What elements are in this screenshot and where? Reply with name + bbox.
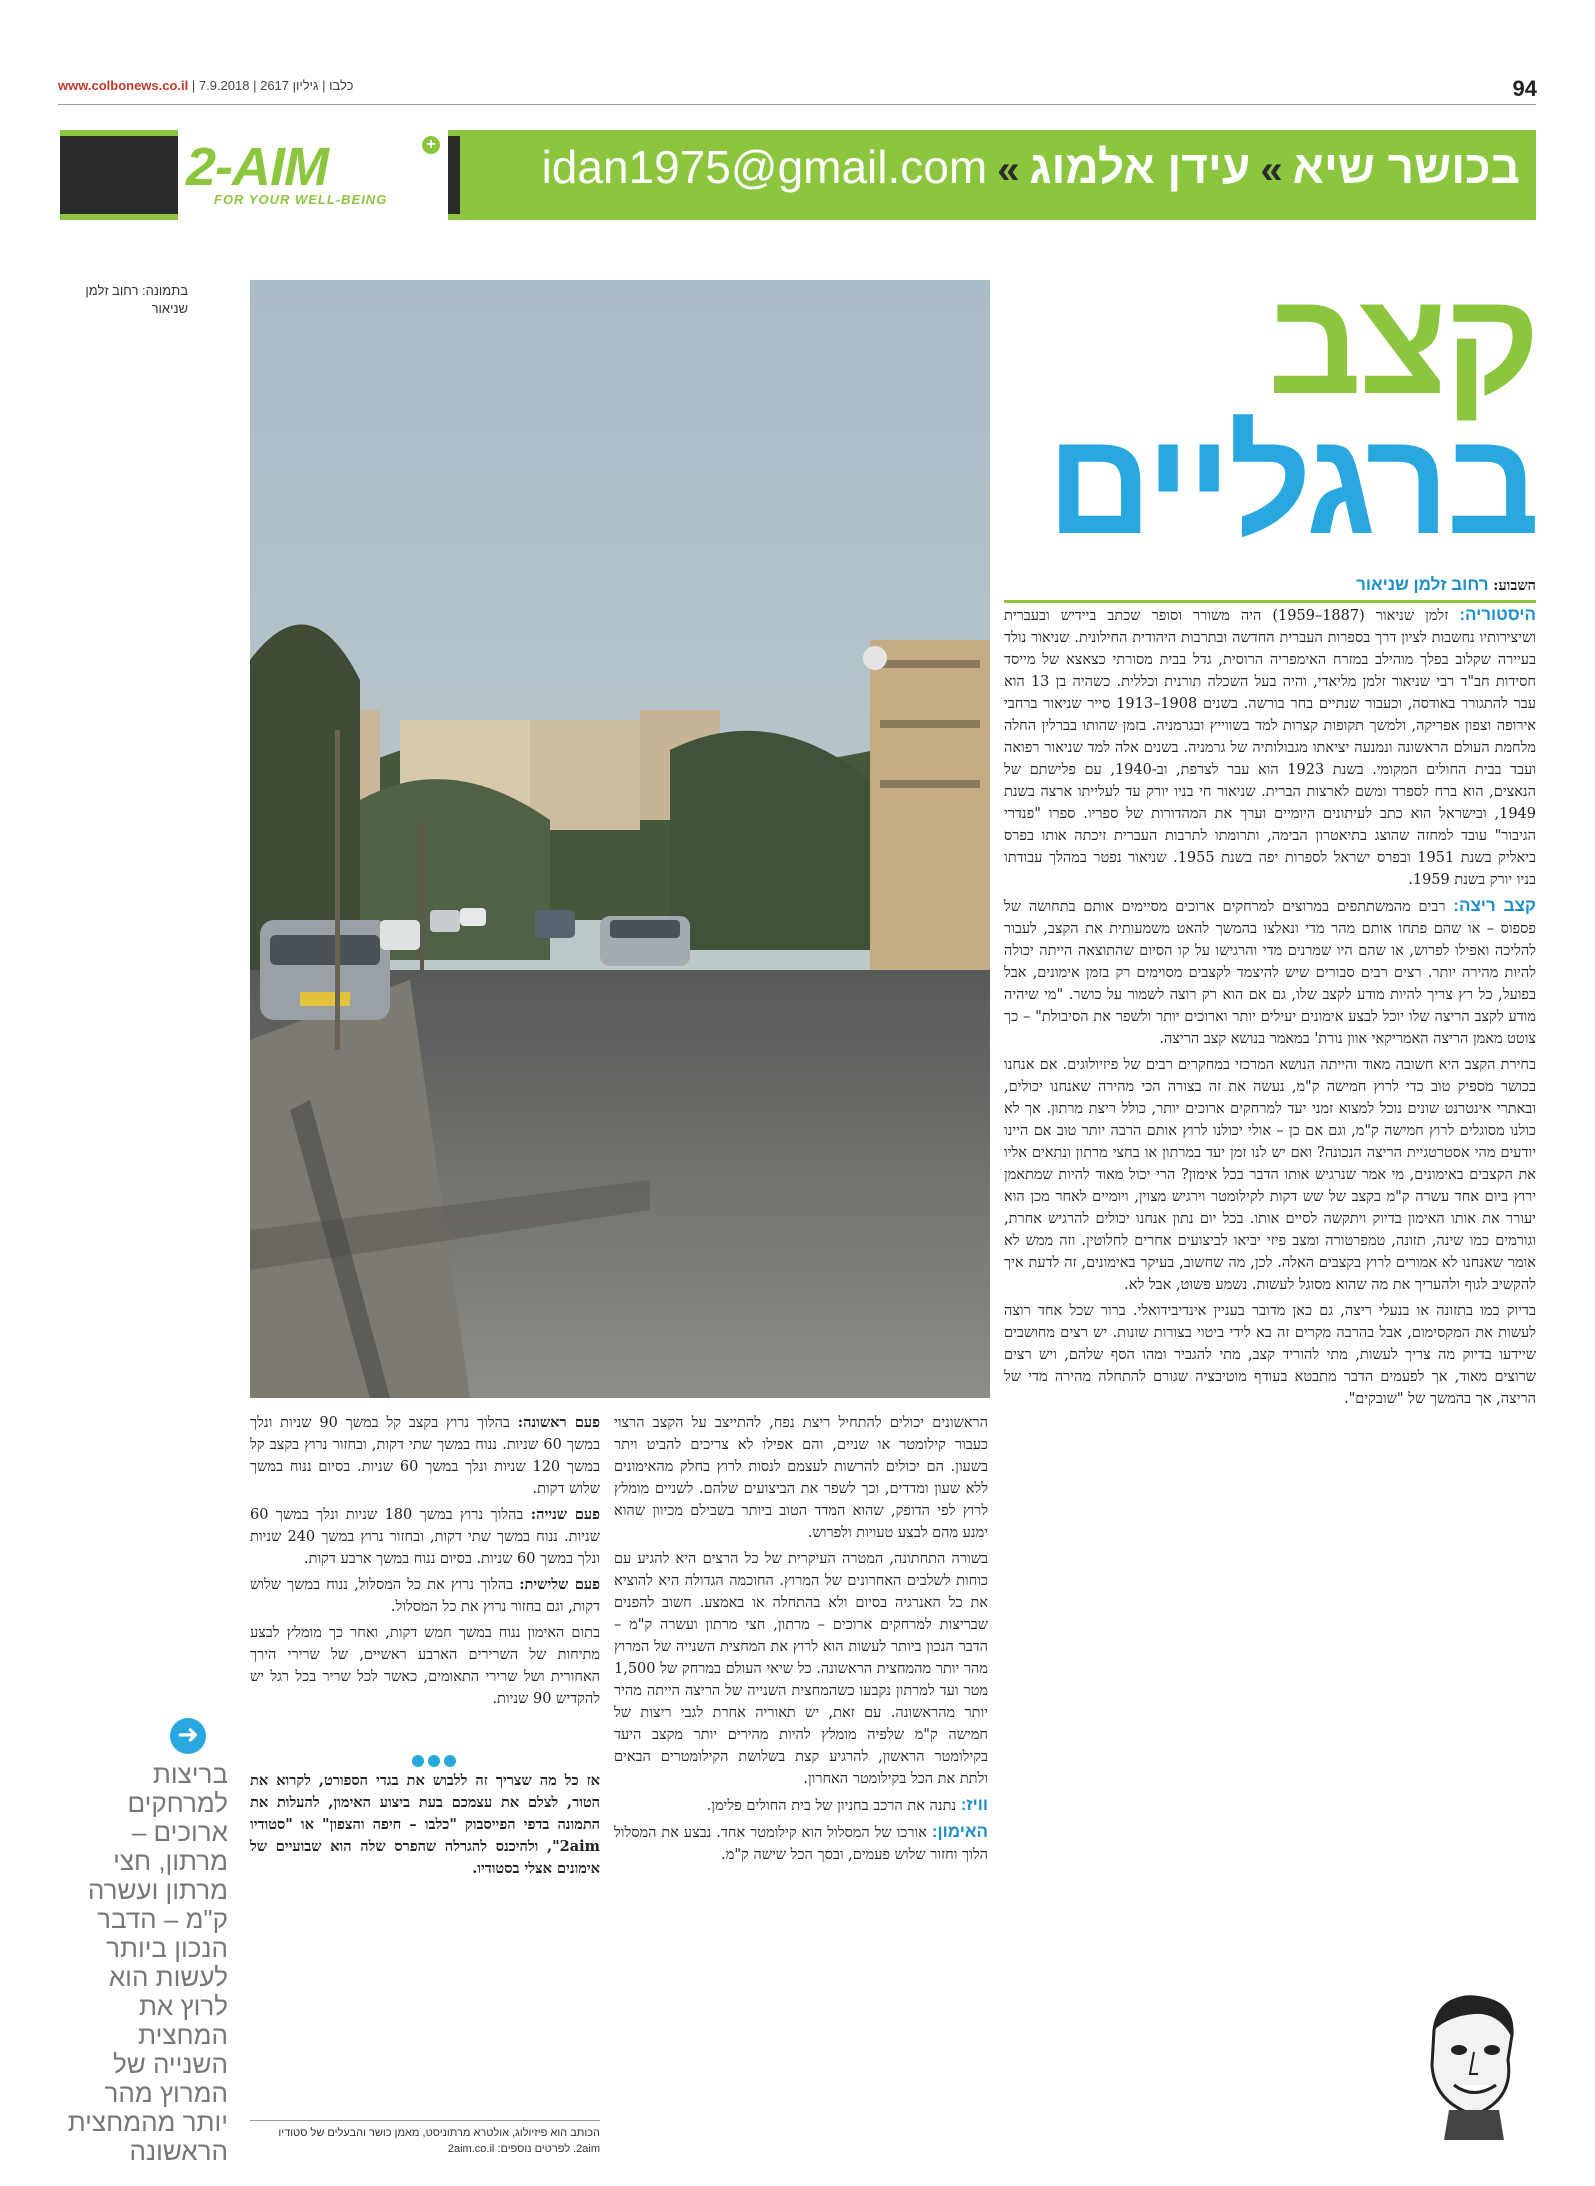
chevron-icon: »	[1260, 148, 1283, 192]
trainer-paragraph	[614, 1821, 988, 1866]
paragraph-5: בשורה התחתונה, המטרה העיקרית של כל הרצים היא להגיע עם כוחות לשלבים האחרונים של המרוץ. החוכמה הגדולה היא להוציא את כל האנרגיה בסיום ולא בהתחלה או באמצע. חשוב להפנים שבריצות למרחקים ארוכים – מרתון, חצי מרתון ועשרה ק"מ – הדבר הנכון ביותר לעשות הוא לרוץ את המחצית השנייה של המרוץ מהר יותר מהמחצית הראשונה. כל שיאי העולם במרחק של 1,500 מטר ועד למרתון נקבעו כשהמחצית השנייה של הריצה הייתה מהיר יותר מהראשונה. עם זאת, יש תאוריה אחרת לגבי ריצות של חמישה ק"מ שלפיה מומלץ להיות מהירים יותר מקצב היעד בקילומטר הראשון, להרגיע קצת בשלושת הקילומטרים הבאים ולתת את הכל בקילומטר האחרון.	[614, 1551, 988, 1787]
article-kicker	[1004, 574, 1536, 603]
trainer-text: אורכו של המסלול הוא קילומטר אחד. נבצע את המסלול הלוך וחזור שלוש פעמים, ובסך הכל שישה ק"מ.	[614, 1825, 988, 1863]
step-1-text: בהלוך נרוץ בקצב קל במשך 90 שניות ונלך במשך 60 שניות. ננוח במשך שתי דקות, ובחזור נרוץ בקצב קל במשך 120 שניות ונלך במשך 60 שניות. בסיום ננוח במשך שלוש דקות.	[250, 1415, 600, 1497]
closing-paragraph: אז כל מה שצריך זה ללבוש את בגדי הספורט, לקרוא את הטור, לצלם את עצמכם בעת ביצוע האימון, להעלות את התמונה בדפי הפייסבוק "כלבו – חיפה והצפון" או "סטודיו 2aim", ולהיכנס להגרלה שהפרס שלה הוא שבועיים של אימונים אצלי בסטודיו.	[250, 1772, 600, 1877]
pace-text: רבים מהמשתתפים במרוצים למרחקים ארוכים מסיימים אותם בתחושה של פספוס – או שהם פתחו אותם מהר מדי ונאלצו בהמשך להאט משמעותית את הקצב, לעבור להליכה ואפילו לפרוש, או שהם היו שמרנים מדי והרגישו על קו הסיום שהתוצאה הייתה יכולה להיות מהירה יותר. רצים רבים סבורים שיש להיצמד לקצבים מסוימים רק בזמן אימונים, אבל בפועל, כל רץ צריך להיות מודע לקצב שלו, גם אם הוא רק רוצה לשמור על כושר. "מי שיהיה מודע לקצב הריצה שלו יוכל לבצע אימונים יעילים יותר וארוכים יותר ולשפר את הסיבולת" – כך צוטט מאמן הריצה האמריקאי אוון נורת' במאמר בנושא קצב הריצה.	[1004, 899, 1536, 1047]
route-label: וויז:	[960, 1795, 988, 1814]
headline	[1046, 261, 1537, 564]
banner-title	[542, 140, 1520, 194]
history-label: היסטוריה:	[1459, 605, 1537, 624]
street-photo	[250, 280, 990, 1398]
article-column-middle	[614, 1412, 988, 1870]
paragraph-3: בדיוק כמו בתזונה או בנעלי ריצה, גם כאן מדובר בעניין אינדיבידואלי. ברור שכל אחד רוצה לעשות את המקסימום, אבל בהרבה מקרים זה בא לידי ביטוי בצורות שונות. יש רצים מחושבים שיידעו בדיוק מה צריך לעשות, מתי להוריד קצב, מתי להגביר ומהו הסף שלהם, ויש רצים שרוצים מאוד, אך לפעמים הדבר מתבטא בעודף מוטיבציה שגורם להתחלה מהירה מדי של הריצה, אך בהמשך של "שובקים".	[1004, 1303, 1536, 1407]
headline-line1: קצב	[1268, 261, 1537, 424]
step-3-text: בהלוך נרוץ את כל המסלול, ננוח במשך שלוש דקות, וגם בחזור נרוץ את כל המסלול.	[250, 1577, 600, 1615]
article-column-right	[1004, 604, 1536, 1414]
dot-icon	[444, 1755, 456, 1767]
arrow-right-icon: ➜	[170, 1718, 206, 1754]
kicker-value: רחוב זלמן שניאור	[1356, 575, 1489, 594]
kicker-label: השבוע:	[1493, 577, 1536, 594]
paragraph-4: הראשונים יכולים להתחיל ריצת נפח, להתייצב על הקצב הרצוי כעבור קילומטר או שניים, והם אפילו לא צריכים להביט ויתר בשעון. הם יכולים להרשות לעצמם לנסות לרוץ בחלק מהאימונים ללא שעון ומדדים, וכך לשפר את הביצועים שלהם. לשניים מומלץ לרוץ לפי הדופק, שהוא המדד הטוב ביותר בשבילם מכיוון שהוא ימנע מהם לבצע טעויות ולפרוש.	[614, 1415, 988, 1541]
route-text: נתנה את הרכב בחניון של בית החולים פלימן.	[706, 1798, 957, 1814]
page-number: 94	[1512, 76, 1537, 101]
chevron-icon: »	[997, 148, 1020, 192]
author-footnote: הכותב הוא פיזיולוג, אולטרא מרתוניסט, מאמן כושר והבעלים של סטודיו 2aim. לפרטים נוספים: 2aim.co.il	[250, 2120, 600, 2157]
column-banner	[60, 130, 1536, 220]
step-2-text: בהלוך נרוץ במשך 180 שניות ונלך במשך 60 שניות. ננוח במשך שתי דקות, ובחזור נרוץ במשך 240 שניות ונלך במשך 60 שניות. בסיום ננוח במשך ארבע דקות.	[250, 1507, 600, 1567]
training-step-3	[250, 1574, 600, 1618]
header-rule	[58, 104, 1536, 105]
logo-tagline: FOR YOUR WELL-BEING	[214, 192, 388, 207]
section-divider-dots	[410, 1752, 458, 1771]
dot-icon	[428, 1755, 440, 1767]
training-step-2	[250, 1504, 600, 1570]
site-url[interactable]: www.colbonews.co.il	[58, 78, 189, 93]
history-text: זלמן שניאור (1887–1959) היה משורר וסופר שכתב ביידיש ובעברית ושיצירותיו נחשבות לציון דרך בספרות העברית החדשה ובתרבות היהודית החילונית. שניאור נולד בעיירה שקלוב בפלך מוהילב במזרח האימפריה הרוסית, גדל בבית מסורתי כצאצא של מייסד חסידות חב"ד רבי שניאור זלמן מליאדי, והיה בעל השכלה תורנית וכללית. כשהיה בן 13 הוא עבר להתגורר באודסה, וכעבור שנתיים בחר בורשה. בשנים 1908–1913 סייר שניאור ברחבי אירופה וצפון אפריקה, ולמשך תקופות קצרות למד בשווייץ ובגרמניה. בזמן שהותו בברלין החלה מלחמת העולם הראשונה ונמנעה יציאתו מגבולותיה של גרמניה. בשנים אלה למד שניאור רפואה ועבד בבית החולים המקומי. בשנת 1923 הוא עבר לצרפת, וב-1940, עם פלישתם של הנאצים, הוא ברח לספרד ומשם לארצות הברית. שניאור חי בניו יורק עד לעלייתו ארצה בשנת 1949, ובישראל הוא כתב לעיתונים היומיים וערך את המהדורות של ספריו. ספרו "פנדרי הגיבור" עובד למחזה שהוצג בתיאטרון הבימה, ותרומתו לתרבות העברית זיכתה אותו בפרס ביאליק בשנת 1951 ובפרס ישראל לספרות יפה בשנת 1955. שניאור נפטר במהלך עבודתו בניו יורק בשנת 1959.	[1004, 608, 1536, 888]
history-paragraph	[1004, 604, 1536, 891]
step-1-label: פעם ראשונה:	[517, 1414, 600, 1431]
issue-details: | כלבו | גיליון 2617 | 7.9.2018	[188, 78, 354, 93]
training-step-1	[250, 1412, 600, 1500]
training-cooldown: בתום האימון ננוח במשך חמש דקות, ואחר כך מומלץ לבצע מתיחות של השרירים הארבע ראשיים, של שרירי הירך האחורית ושל שרירי התאומים, כאשר לכל שריר בכל רגל יש להקדיש 90 שניות.	[250, 1625, 600, 1707]
brand-logo	[178, 130, 448, 220]
issue-info	[58, 78, 353, 93]
author-name: עידן אלמוג	[1029, 141, 1251, 193]
headline-line2: ברגליים	[1046, 401, 1537, 564]
logo-plus-icon: +	[422, 136, 440, 154]
pace-label: קצב ריצה:	[1453, 896, 1537, 915]
trainer-label: האימון:	[931, 1822, 989, 1841]
photo-credit: בתמונה: רחוב זלמן שניאור	[85, 283, 188, 316]
street-photo-illustration	[250, 280, 990, 1398]
author-caricature	[1404, 1990, 1534, 2140]
paragraph-2: בחירת הקצב היא חשובה מאוד והייתה הנושא המרכזי במחקרים רבים של פיזיולוגים. אם אנחנו בכושר מספיק טוב כדי לרוץ חמישה ק"מ, נעשה את זה בצורה הכי מהירה שאנחנו יכולים, ובאתרי אינטרנט שונים נוכל למצוא זמני יעד למרחקים ארוכים יותר, כולל ריצת מרתון. אך לא כולנו מסוגלים לרוץ חמישה ק"מ, וגם אם כן – אולי יכולנו לרוץ אותם הרבה יותר טוב אם היינו יודעים מהי אסטרטגיית הריצה הנכונה? ואם יש לנו זמן יעד במרתון או בחצי מרתון ונתאים אליו את הקצבים באימונים, מי אמר שנרגיש אותו הדבר בכל אימון? הרי יכול מאוד להיות שמתאמן ירוץ ביום אחד עשרה ק"מ בקצב של שש דקות לקילומטר וירגיש מצוין, ויומיים לאחר מכן הוא יעורר את אותו האימון בדיוק ויתקשה לסיים אותו. בכל יום נתון אנחנו יכולים להרגיש אחרת, וגורמים כמו שינה, תזונה, טמפרטורה ומצב פיזי יביאו לביצועים אחרים לחלוטין. וזה ממש לא אומר שאנחנו לא אמורים לרוץ בקצבים האלה. לכן, מה שחשוב, בעיקר באימונים, זה לדעת איך להקשיב לגוף ולהעריך את מה שהוא מסוגל לעשות. נשמע פשוט, אבל לא.	[1004, 1057, 1536, 1293]
pull-quote: בריצות למרחקים ארוכים – מרתון, חצי מרתון ועשרה ק"מ – הדבר הנכון ביותר לעשות הוא לרוץ את המחצית השנייה של המרוץ מהר יותר מהמחצית הראשונה	[67, 1759, 228, 2166]
logo-text: 2-AIM	[186, 137, 328, 197]
article-column-left	[250, 1412, 600, 1884]
step-2-label: פעם שנייה:	[530, 1506, 601, 1523]
dot-icon	[412, 1755, 424, 1767]
route-paragraph	[614, 1794, 988, 1817]
caricature-illustration	[1404, 1990, 1534, 2140]
author-email[interactable]: idan1975@gmail.com	[541, 141, 988, 193]
section-name: בכושר שיא	[1292, 141, 1520, 193]
step-3-label: פעם שלישית:	[519, 1576, 600, 1593]
pace-paragraph	[1004, 895, 1536, 1050]
